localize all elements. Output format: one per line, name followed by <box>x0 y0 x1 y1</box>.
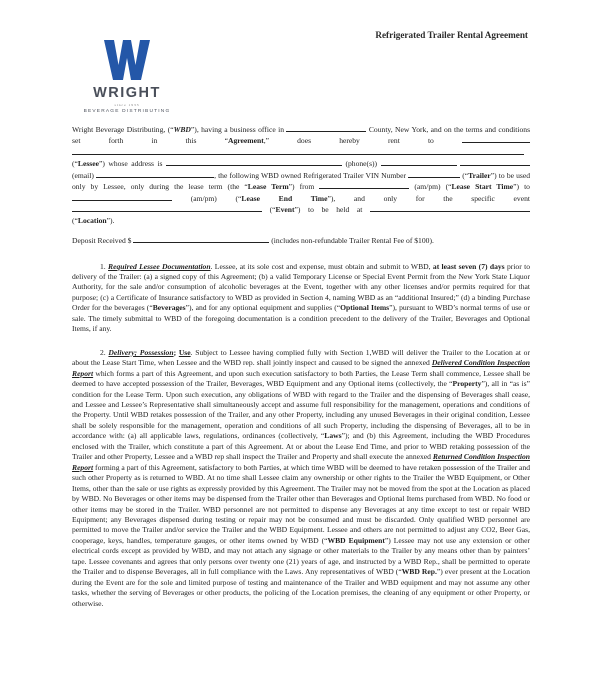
agreement-body <box>72 124 530 609</box>
intro-text: ”). <box>106 215 115 225</box>
vin-field[interactable] <box>408 170 460 178</box>
intro-text: (am/pm) (“ <box>190 193 242 203</box>
deposit-amount-field[interactable] <box>133 235 269 243</box>
section-text: ”), and for any optional equipment and supplies (“ <box>185 303 341 313</box>
defined-term-wbd-rep: WBD Rep. <box>401 567 437 577</box>
intro-text: (email) <box>72 170 94 180</box>
section-text: prior to delivery of the Trailer: (a) a signed copy of this Agreement; (b) a valid Temporary License or Special Event Permit from the New York State Liquor Authority, for the sale and/or consumption of alcoholic beverages at the Event, together with any other licenses and/or permits required for that purpose; (c) a Certificate of Insurance satisfactory to WBD as provided in Section 4, naming WBD as an “additional Insured;” (d) a binding Purchase Order for the beverages (“ <box>72 261 530 313</box>
deposit-line <box>72 235 530 246</box>
logo-tagline: BEVERAGE DISTRIBUTING <box>83 108 171 114</box>
intro-text: ”) to be held at <box>294 205 363 215</box>
intro-text: ,” does hereby rent to <box>263 136 434 146</box>
phone-field-cont[interactable] <box>460 158 530 166</box>
intro-text: ”) whose address is <box>99 159 163 169</box>
section-text: . Subject to Lessee having complied fully with Section 1,WBD will deliver the Trailer to the Location at or about the Lease Start Time, when Lessee and the WBD rep. shall jointly inspect and caused to be signed the annexed <box>72 347 531 368</box>
section-heading: Delivery; Possession <box>108 347 174 357</box>
defined-term-agreement: Agreement <box>228 136 264 146</box>
document-title: Refrigerated Trailer Rental Agreement <box>375 30 528 40</box>
defined-term-lease-end: Lease End Time <box>241 193 328 203</box>
intro-text: Trailer VIN Number <box>343 170 406 180</box>
delivered-report-term: Delivered Condition Inspection Report <box>72 358 530 378</box>
returned-report-term: Returned Condition Inspection Report <box>72 452 531 472</box>
defined-term-wbd-equipment: WBD Equipment <box>327 535 385 545</box>
intro-text: , the following WBD owned Refrigerated <box>214 170 342 180</box>
intro-text: ”) from <box>288 182 315 192</box>
intro-text: (am/pm) (“ <box>414 182 452 192</box>
intro-text: County, New York, and <box>368 125 442 134</box>
location-field[interactable] <box>370 204 530 212</box>
defined-term-laws: Laws <box>324 431 342 441</box>
section-text: . Lessee, at its sole cost and expense, must obtain and submit to WBD, <box>210 261 431 271</box>
section-text: forming a part of this Agreement, satisfactory to both Parties, at which time WBD will be deemed to have retaken possession of the Trailer and such other Property as is returned to WBD. At no time shall Lessee claim any ownership or other rights to the Trailer the WBD Equipment, or Other Items, other than the sale or use rights as expressly provided by this Agreement. The Trailer may not be moved from the spot at the Location as placed by WBD. No Beverages or other items may be dispensed from the Trailer other than Beverages and Optional Items purchased from WBD. No food or other items may be stored in the Trailer. WBD personnel are not permitted to dispense any Beverages at any time except to test or repair WBD Equipment; any Beverages dispensed during testing or repair may not be consumed and must be discarded. Only qualified WBD personnel are permitted to move the Trailer and/or service the Trailer and the WBD Equipment. Lessee and others are not permitted to adjust any CO2, Beer Gas, cooperage, keys, handles, temperature gauges, or other items owned by WBD (“ <box>72 462 530 545</box>
intro-text: on the terms and conditions set forth in this “ <box>72 125 531 146</box>
intro-text: (“ <box>72 159 78 169</box>
section-number: 2. <box>100 347 106 357</box>
intro-text: (“ <box>269 205 276 215</box>
section-2: 2. Delivery; Possession; Use. Subject to Lessee having complied fully with Section 1,WBD will deliver the Trailer to the Location at or about the Lease Start Time, when Lessee and the WBD rep. shall jointly inspect and caused to be signed the annexed Delivered Condition Inspection Report which forms a part of this Agreement, and upon such execution satisfactory to both Parties, the Lease Term shall commence, Lessee shall be deemed to have accepted possession of the Trailer, Beverages, WBD Equipment and any Optional items (collectively, the “Property”), all in “as is” condition for the Lease Term. Upon such execution, any obligations of WBD with regard to the Trailer and the dispensing of Beverages shall cease, and Lessee and Lessee’s Representative shall simultaneously accept and assume full responsibility for the management, operations and conditions of the Property. Until WBD retakes possession of the Trailer, and any other Property, including any unused Beverages in their original condition, Lessee shall be solely responsible for the management, operation and conditions of all such Property, including the dispensing of Beverages, all to be in accordance with: (a) all applicable laws, regulations, ordinances (collectively, “Laws”); and (b) this Agreement, including the WBD Procedures enclosed with the Trailer, which constitute a part of this Agreement. At or about the Lease End Time, and prior to WBD retaking possession of the Trailer and other Property, Lessee and a WBD rep shall inspect the Trailer and Property and shall execute the annexed Returned Condition Inspection Report forming a part of this Agreement, satisfactory to both Parties, at which time WBD will be deemed to have retaken possession of the Trailer and such other Property as is returned to WBD. At no time shall Lessee claim any ownership or other rights to the Trailer the WBD Equipment, or Other Items, other than the sale or use rights as expressly provided by this Agreement. The Trailer may not be moved from the spot at the Location as placed by WBD. No Beverages or other items may be dispensed from the Trailer other than Beverages and Optional Items purchased from WBD. No food or other items may be stored in the Trailer. WBD personnel are not permitted to dispense any Beverages at any time except to test or repair WBD Equipment; any Beverages dispensed during testing or repair may not be consumed and must be discarded. Only qualified WBD personnel are permitted to move the Trailer and/or service the Trailer and the WBD Equipment. Lessee and others are not permitted to adjust any CO2, Beer Gas, cooperage, keys, handles, temperature gauges, or other items owned by WBD (“WBD Equipment”) Lessee may not use any extension or other electrical cords except as provided by WBD, and may not attach any signage or other materials to the Trailer by any means other than by painters’ tape. Lessee covenants and agrees that only persons over twenty one (21) years of age, and instructed by a WBD Rep., shall be permitted to operate the Trailer and to dispense Beverages, all in full compliance with the Laws. Any representatives of WBD (“WBD Rep.”) ever present at the Location during the Event are for the sole and limited purpose of testing and maintenance of the Trailer and WBD equipment and may not assume any other tasks, whether the serving of Beverages or other products, the policing of the Location premises, the cleaning of any equipment or other Property, or otherwise. <box>72 347 531 608</box>
intro-text: ”) to <box>513 182 530 192</box>
section-text: which forms a part of this Agreement, and upon such execution satisfactory to both Parties, the Lease Term shall commence, Lessee shall be deemed to have accepted possession of the Trailer, Beverages, WBD Equipment and any Optional items (collectively, the “ <box>72 368 530 389</box>
intro-text: ”), having a business office in <box>190 125 285 134</box>
intro-text: (“ <box>462 170 469 180</box>
lessee-name-field-cont[interactable] <box>72 147 524 155</box>
defined-term-event: Event <box>275 205 295 215</box>
lease-end-field[interactable] <box>72 193 172 201</box>
defined-term-beverages: Beverages <box>152 303 186 313</box>
defined-term-wbd: WBD <box>173 125 191 134</box>
section-1 <box>72 262 530 335</box>
section-text: ”) ever present at the Location during the Event are for the sole and limited purpose of testing and maintenance of the Trailer and WBD equipment and may not assume any other tasks, whether the serving of Beverages or other products, the policing of the Location premises, the cleaning of any equipment or other Property, or otherwise. <box>72 567 530 608</box>
wright-logo <box>72 40 182 114</box>
bold-deadline: at least seven (7) days <box>432 261 505 271</box>
defined-term-property: Property <box>452 379 482 389</box>
defined-term-location: Location <box>77 215 107 225</box>
intro-text: (“ <box>72 215 78 225</box>
logo-name: WRIGHT <box>93 85 161 101</box>
section-text: ”), all in “as is” condition for the Lease Term. Upon such execution, any obligations of WBD with regard to the Trailer and the dispensing of Beverages shall cease, and Lessee and Lessee’s Representative shall simultaneously accept and assume full responsibility for the management, operations and conditions of the Property. Until WBD retakes possession of the Trailer, and any other Property, including any unused Beverages in their original condition, Lessee shall be solely responsible for the management, operation and conditions of all such Property, including the dispensing of Beverages, all to be in accordance with: (a) all applicable laws, regulations, ordinances (collectively, “ <box>72 379 530 441</box>
deposit-note: (includes non-refundable Trailer Rental Fee of $100). <box>271 236 434 246</box>
defined-term-lessee: Lessee <box>77 159 99 169</box>
county-field[interactable] <box>286 124 366 132</box>
section-text: ”); and (b) this Agreement, including the WBD Procedures enclosed with the Trailer, which constitute a part of this Agreement. At or about the Lease End Time, and prior to WBD retaking possession of the Trailer and other Property, Lessee and a WBD rep shall inspect the Trailer and Property and shall execute the annexed <box>72 431 530 462</box>
defined-term-lease-start: Lease Start Time <box>451 182 514 192</box>
intro-paragraph <box>72 124 530 226</box>
intro-text: ”) to be used only by Lessee, only during the lease term (the “ <box>72 170 531 192</box>
logo-since: since 1933 <box>114 102 140 107</box>
intro-text: Wright Beverage Distributing, (“ <box>72 125 174 134</box>
deposit-label: Deposit Received $ <box>72 236 132 246</box>
section-heading: Required Lessee Documentation <box>108 261 211 271</box>
defined-term-optional-items: Optional Items <box>340 303 390 313</box>
defined-term-trailer: Trailer <box>468 170 491 180</box>
phone-field[interactable] <box>381 158 457 166</box>
address-field[interactable] <box>166 158 342 166</box>
section-text: ”) Lessee may not use any extension or other electrical cords except as provided by WBD, and may not attach any signage or other materials to the Trailer by any means other than by painters’ tape. Lessee covenants and agrees that only persons over twenty one (21) years of age, and instructed by a WBD Rep., shall be permitted to operate the Trailer and to dispense Beverages, all in full compliance with the Laws. Any representatives of WBD (“ <box>72 535 530 577</box>
defined-term-lease-term: Lease Term <box>247 182 289 192</box>
section-heading-use: Use <box>178 347 191 357</box>
lessee-name-field[interactable] <box>462 135 530 143</box>
event-field[interactable] <box>72 204 262 212</box>
lease-start-field[interactable] <box>319 181 409 189</box>
section-number: 1. <box>100 261 106 271</box>
intro-text: ”), and only for the specific event <box>327 193 530 203</box>
intro-text: (phone(s)) <box>345 159 378 169</box>
email-field[interactable] <box>96 170 214 178</box>
section-text: ”), pursuant to WBD’s normal terms of use or sale. The timely submittal to WBD of the foregoing documentation is a condition precedent to the delivery of the Trailer, Beverages and Optional Items, if any. <box>72 303 531 334</box>
logo-w-mark-icon <box>104 40 150 80</box>
